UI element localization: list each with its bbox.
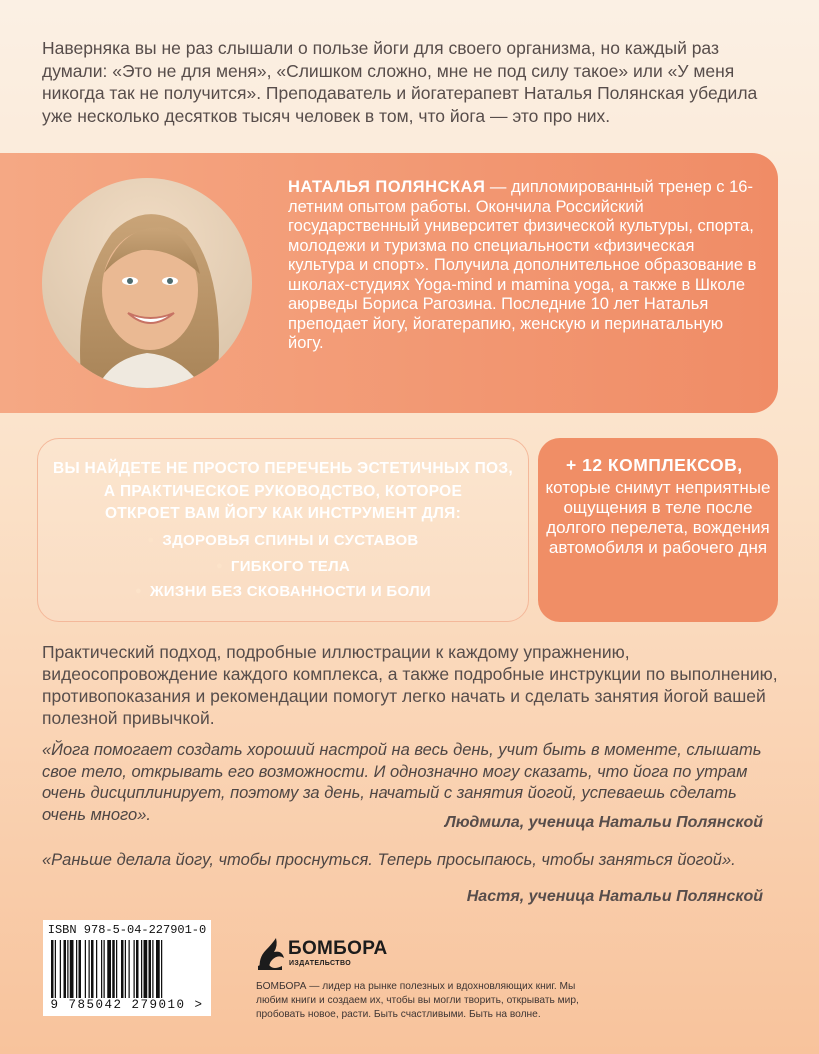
feature-item bbox=[38, 528, 528, 554]
barcode-bar bbox=[55, 940, 56, 998]
features-lead-line: ВЫ НАЙДЕТЕ НЕ ПРОСТО ПЕРЕЧЕНЬ ЭСТЕТИЧНЫХ ПОЗ, bbox=[52, 460, 513, 477]
author-name: НАТАЛЬЯ ПОЛЯНСКАЯ bbox=[288, 178, 486, 196]
features-lead-line: ОТКРОЕТ ВАМ ЙОГУ КАК ИНСТРУМЕНТ ДЛЯ: bbox=[104, 505, 462, 522]
publisher-subtitle: ИЗДАТЕЛЬСТВО bbox=[289, 960, 352, 967]
barcode-bar bbox=[85, 940, 86, 998]
barcode-bar bbox=[112, 940, 115, 998]
barcode-bar bbox=[136, 940, 139, 998]
author-photo bbox=[42, 178, 252, 388]
quote-author: Людмила, ученица Натальи Полянской bbox=[444, 814, 763, 831]
complexes-text: которые снимут неприятные ощущения в теле после долгого перелета, вождения автомобиля и рабочего дня bbox=[545, 478, 771, 557]
features-lead-line: А ПРАКТИЧЕСКОЕ РУКОВОДСТВО, КОТОРОЕ bbox=[103, 482, 463, 500]
author-bio-text: — дипломированный тренер с 16-летним опытом работы. Окончила Российский государственный университет физической культуры, спорта, молодежи и туризма по специальности «физическая культура и спорт». Получила дополнительное образование в школах-студиях Yoga-mind и mamina yoga, а также в Школе аюрведы Бориса Рагозина. Последние 10 лет Наталья преподает йогу, йогатерапию, женскую и перинатальную йогу. bbox=[288, 178, 757, 352]
barcode-bars bbox=[51, 940, 203, 998]
barcode-bar bbox=[116, 940, 117, 998]
barcode-bar bbox=[101, 940, 102, 998]
barcode-bar bbox=[76, 940, 77, 998]
publisher-logo bbox=[256, 936, 386, 972]
publisher-name: БОМБОРА bbox=[288, 938, 388, 959]
bullet-icon: ● bbox=[215, 559, 223, 572]
quote-text: «Раньше делала йогу, чтобы проснуться. Теперь просыпаюсь, чтобы заняться йогой». bbox=[42, 851, 736, 869]
barcode-bar bbox=[79, 940, 82, 998]
bullet-icon: ● bbox=[147, 534, 155, 546]
barcode-bar bbox=[67, 940, 68, 998]
barcode-bar bbox=[51, 940, 54, 998]
barcode-bar bbox=[121, 940, 124, 998]
feature-item-label: ЖИЗНИ БЕЗ СКОВАННОСТИ И БОЛИ bbox=[149, 583, 432, 600]
feature-item-label: ГИБКОГО ТЕЛА bbox=[230, 557, 351, 575]
barcode bbox=[43, 920, 211, 1016]
quote-author: Настя, ученица Натальи Полянской bbox=[466, 888, 763, 905]
barcode-bar bbox=[152, 940, 153, 998]
barcode-bar bbox=[125, 940, 126, 998]
complexes-box bbox=[538, 438, 778, 622]
barcode-bar bbox=[149, 940, 152, 998]
barcode-bar bbox=[144, 940, 148, 998]
isbn-label: ISBN 978-5-04-227901-0 bbox=[47, 923, 207, 937]
barcode-bar bbox=[134, 940, 135, 998]
features-box bbox=[37, 438, 529, 622]
feature-item-label: ЗДОРОВЬЯ СПИНЫ И СУСТАВОВ bbox=[162, 532, 419, 549]
feature-item bbox=[38, 579, 528, 605]
intro-paragraph: Наверняка вы не раз слышали о пользе йоги для своего организма, но каждый раз думали: «Это не для меня», «Слишком сложно, мне не под силу такое» или «У меня никогда так не получится». Преподаватель и йогатерапевт Наталья Полянская убедила уже несколько десятков тысяч человек в том, что йога — это про них. bbox=[42, 38, 758, 126]
complexes-title: + 12 КОМПЛЕКСОВ, bbox=[566, 455, 743, 475]
barcode-bar bbox=[156, 940, 160, 998]
features-list bbox=[38, 528, 528, 605]
barcode-bar bbox=[104, 940, 105, 998]
barcode-bar bbox=[96, 940, 97, 998]
barcode-bar bbox=[60, 940, 61, 998]
barcode-bar bbox=[64, 940, 67, 998]
bullet-icon: ● bbox=[134, 585, 142, 597]
barcode-digits: 9 785042 279010 > bbox=[50, 998, 204, 1012]
barcode-bar bbox=[107, 940, 111, 998]
feature-item bbox=[38, 554, 528, 580]
barcode-bar bbox=[161, 940, 162, 998]
features-lead bbox=[38, 458, 528, 526]
barcode-bar bbox=[91, 940, 94, 998]
practice-paragraph: Практический подход, подробные иллюстрации к каждому упражнению, видеосопровождение каждого комплекса, а также подробные инструкции по выполнению, противопоказания и рекомендации помогут легко начать и сделать занятия йогой вашей полезной привычкой. bbox=[42, 642, 778, 728]
author-bio bbox=[288, 178, 758, 354]
barcode-bar bbox=[89, 940, 90, 998]
barcode-bar bbox=[129, 940, 130, 998]
publisher-tagline: БОМБОРА — лидер на рынке полезных и вдохновляющих книг. Мы любим книги и создаем их, чтобы вы могли творить, открывать мир, пробовать новое, расти. Быть счастливыми. Быть на волне. bbox=[256, 981, 579, 1020]
barcode-bar bbox=[70, 940, 74, 998]
wave-icon bbox=[256, 936, 286, 972]
barcode-bar bbox=[141, 940, 142, 998]
quote-text: «Йога помогает создать хороший настрой на весь день, учит быть в моменте, слышать свое тело, открывать его возможности. И однозначно могу сказать, что йога по утрам очень дисциплинирует, поэтому за день, начатый с занятия йогой, успеваешь сделать очень много». bbox=[42, 741, 762, 824]
